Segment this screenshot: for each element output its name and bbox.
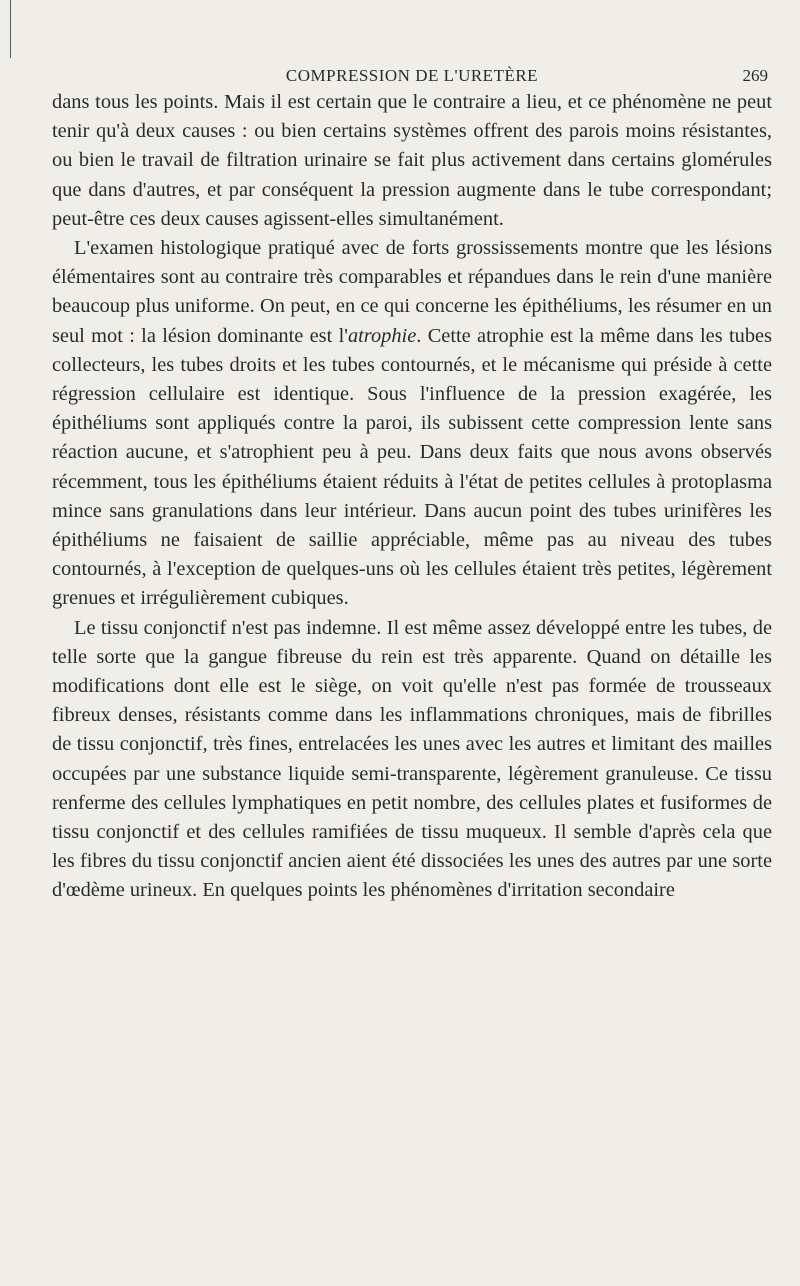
page-number: 269 xyxy=(742,66,768,85)
page-edge-line xyxy=(10,0,11,58)
paragraph-2 xyxy=(52,234,772,614)
body-text xyxy=(52,88,772,906)
paragraph-2-after: . Cette atrophie est la même dans les tubes collecteurs, les tubes droits et les tubes contournés, et le mécanisme qui préside à cette régression cellulaire est identique. Sous l'influence de la pression exagérée, les épithéliums sont appliqués contre la paroi, ils subissent cette compression lente sans réaction aucune, et s'atrophient peu à peu. Dans deux faits que nous avons observés récemment, tous les épithéliums étaient réduits à l'état de petites cellules à protoplasma mince sans granulations dans leur intérieur. Dans aucun point des tubes urinifères les épithéliums ne faisaient de saillie appréciable, même pas au niveau des tubes contournés, à l'exception de quelques-uns où les cellules étaient très petites, légèrement grenues et irrégulièrement cubiques. xyxy=(52,324,772,610)
running-title: COMPRESSION DE L'URETÈRE xyxy=(285,66,539,85)
paragraph-3: Le tissu conjonctif n'est pas indemne. Il est même assez développé entre les tubes, de telle sorte que la gangue fibreuse du rein est très apparente. Quand on détaille les modifications dont elle est le siège, on voit qu'elle n'est pas formée de trousseaux fibreux denses, résistants comme dans les inflammations chroniques, mais de fibrilles de tissu conjonctif, très fines, entrelacées les unes avec les autres et limitant des mailles occupées par une substance liquide semi-transparente, légèrement granuleuse. Ce tissu renferme des cellules lymphatiques en petit nombre, des cellules plates et fusiformes de tissu conjonctif et des cellules ramifiées de tissu muqueux. Il semble d'après cela que les fibres du tissu conjonctif ancien aient été dissociées les unes des autres par une sorte d'œdème urineux. En quelques points les phénomènes d'irritation secondaire xyxy=(52,616,772,902)
paragraph-1: dans tous les points. Mais il est certain que le contraire a lieu, et ce phénomène ne peut tenir qu'à deux causes : ou bien certains systèmes offrent des parois moins résistantes, ou bien le travail de filtration urinaire se fait plus activement dans certains glomérules que dans d'autres, et par conséquent la pression augmente dans le tube correspondant; peut-être ces deux causes agissent-elles simultanément. xyxy=(52,91,772,230)
emphasis-atrophie: atrophie xyxy=(347,324,417,347)
paragraph-2-before: L'examen histologique pratiqué avec de forts grossissements montre que les lésions élémentaires sont au contraire très comparables et répandues dans le rein d'une manière beaucoup plus uniforme. On peut, en ce qui concerne les épithéliums, les résumer en un seul mot : la lésion dominante est l' xyxy=(52,237,772,347)
